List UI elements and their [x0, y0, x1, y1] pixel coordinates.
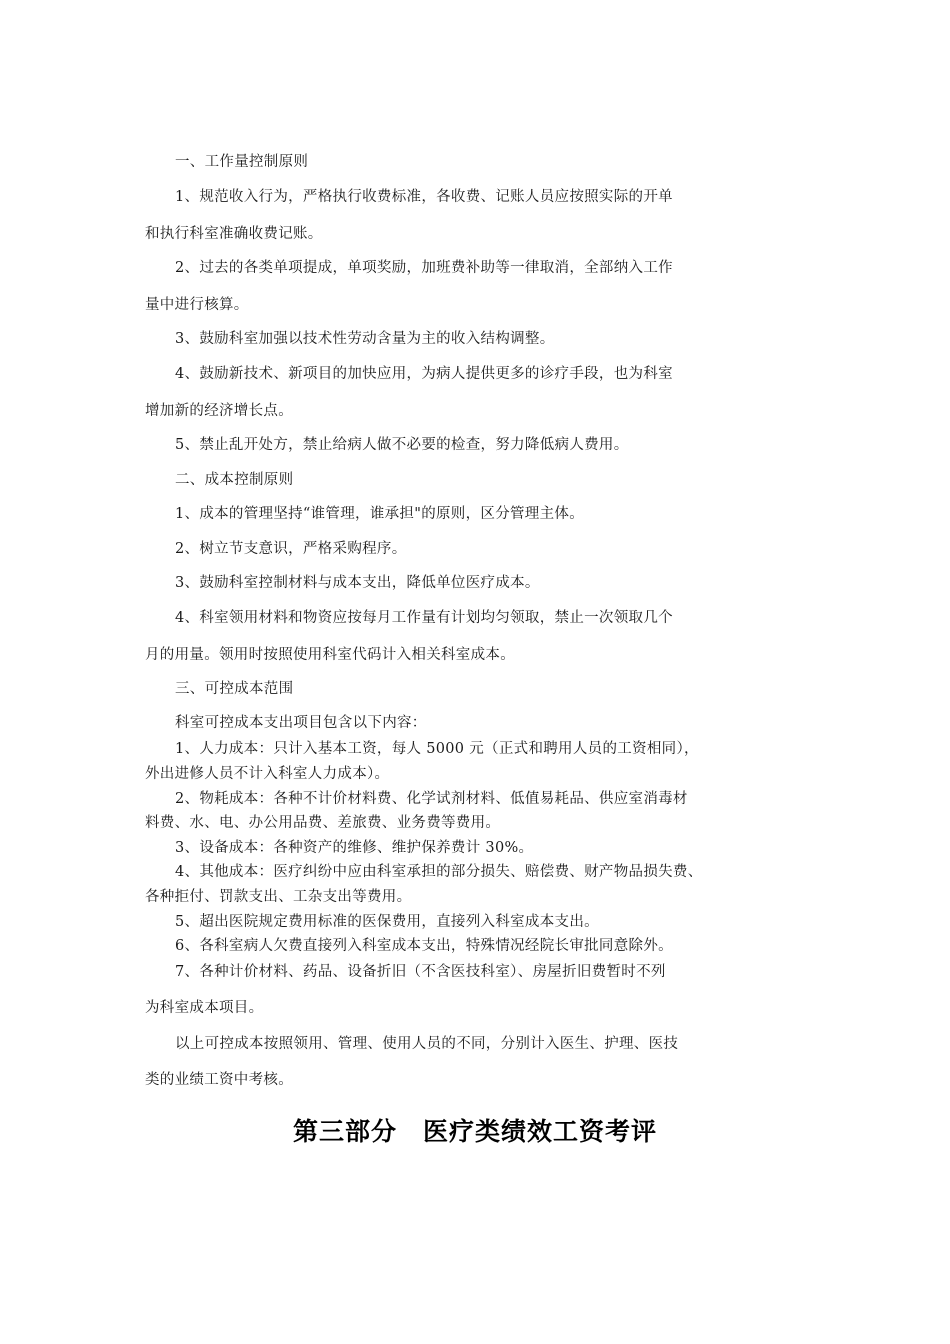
section3-item1-line2: 外出进修人员不计入科室人力成本）。 — [145, 766, 390, 782]
section1-item4-line1: 4、鼓励新技术、新项目的加快应用，为病人提供更多的诊疗手段，也为科室 — [175, 366, 673, 382]
section2-item3: 3、鼓励科室控制材料与成本支出，降低单位医疗成本。 — [175, 575, 540, 591]
section2-title: 二、成本控制原则 — [175, 472, 294, 488]
section3-item6: 6、各科室病人欠费直接列入科室成本支出，特殊情况经院长审批同意除外。 — [175, 938, 673, 954]
section1-item2-line2: 量中进行核算。 — [145, 297, 249, 313]
section3-item5: 5、超出医院规定费用标准的医保费用，直接列入科室成本支出。 — [175, 914, 599, 930]
section3-item4-line2: 各种拒付、罚款支出、工杂支出等费用。 — [145, 889, 412, 905]
section3-summary-line1: 以上可控成本按照领用、管理、使用人员的不同，分别计入医生、护理、医技 — [175, 1036, 679, 1052]
section3-summary-line2: 类的业绩工资中考核。 — [145, 1072, 293, 1088]
section3-intro: 科室可控成本支出项目包含以下内容： — [175, 715, 427, 731]
section1-item1-line2: 和执行科室准确收费记账。 — [145, 226, 323, 242]
section1-title: 一、工作量控制原则 — [175, 154, 309, 170]
section3-title: 三、可控成本范围 — [175, 681, 294, 697]
section2-item1: 1、成本的管理坚持“谁管理，谁承担"的原则，区分管理主体。 — [175, 506, 585, 522]
part-heading: 第三部分 医疗类绩效工资考评 — [292, 1117, 657, 1146]
section2-item4-line1: 4、科室领用材料和物资应按每月工作量有计划均匀领取，禁止一次领取几个 — [175, 610, 673, 626]
section3-item2-line2: 料费、水、电、办公用品费、差旅费、业务费等费用。 — [145, 815, 501, 831]
section1-item1-line1: 1、规范收入行为，严格执行收费标准，各收费、记账人员应按照实际的开单 — [175, 189, 673, 205]
section1-item2-line1: 2、过去的各类单项提成，单项奖励，加班费补助等一律取消，全部纳入工作 — [175, 260, 673, 276]
section2-item2: 2、树立节支意识，严格采购程序。 — [175, 541, 407, 557]
section3-item7-line1: 7、各种计价材料、药品、设备折旧（不含医技科室）、房屋折旧费暂时不列 — [175, 964, 666, 980]
section2-item4-line2: 月的用量。领用时按照使用科室代码计入相关科室成本。 — [145, 647, 515, 663]
section3-item2-line1: 2、物耗成本：各种不计价材料费、化学试剂材料、低值易耗品、供应室消毒材 — [175, 791, 688, 807]
section1-item3: 3、鼓励科室加强以技术性劳动含量为主的收入结构调整。 — [175, 331, 555, 347]
section3-item3: 3、设备成本：各种资产的维修、维护保养费计 30%。 — [175, 840, 534, 856]
section1-item5: 5、禁止乱开处方，禁止给病人做不必要的检查，努力降低病人费用。 — [175, 437, 629, 453]
section3-item7-line2: 为科室成本项目。 — [145, 1000, 264, 1016]
section3-item4-line1: 4、其他成本：医疗纠纷中应由科室承担的部分损失、赔偿费、财产物品损失费、 — [175, 864, 703, 880]
section1-item4-line2: 增加新的经济增长点。 — [145, 403, 293, 419]
section3-item1-line1: 1、人力成本：只计入基本工资，每人 5000 元（正式和聘用人员的工资相同）， — [175, 741, 699, 757]
